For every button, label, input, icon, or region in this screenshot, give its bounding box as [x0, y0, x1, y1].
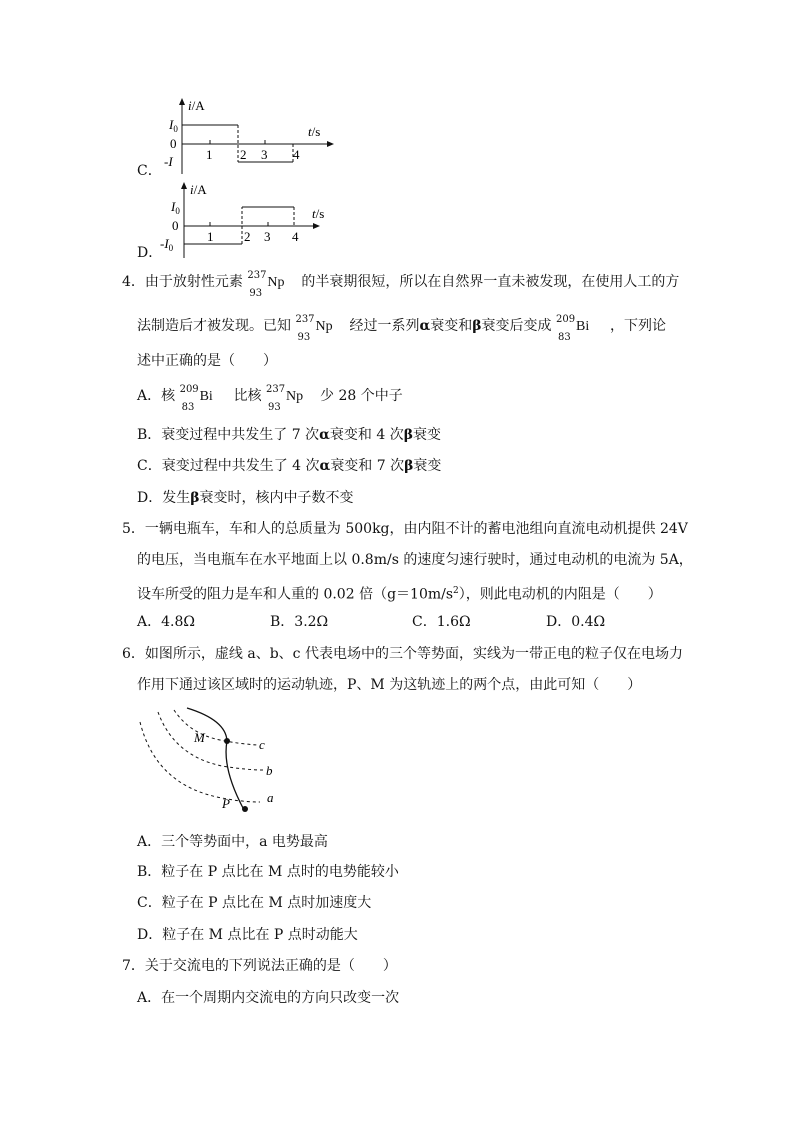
tick-label-3: 3: [261, 147, 268, 162]
q4-option-b: B．衰变过程中共发生了 7 次α衰变和 4 次β衰变: [137, 427, 441, 443]
equipotential-c: [174, 710, 258, 745]
tick-label-1: 1: [207, 229, 214, 244]
tick-label-2: 2: [244, 229, 251, 244]
q6-option-a: A．三个等势面中，a 电势最高: [137, 834, 328, 850]
nuclide-bi: 209 83 Bi: [179, 384, 213, 413]
label-a: a: [267, 790, 274, 805]
nuclide-np: 237 93 Np: [247, 270, 285, 299]
q6-option-b: B．粒子在 P 点比在 M 点时的电势能较小: [137, 864, 399, 880]
y-arrow-icon: [181, 182, 187, 189]
nuclide-np: 237 93 Np: [266, 384, 304, 413]
equipotential-b: [158, 712, 264, 770]
tick-label-2: 2: [240, 147, 247, 162]
x-axis-label: t/s: [308, 124, 321, 139]
point-m: [224, 738, 230, 744]
y-zero-label: 0: [172, 218, 179, 233]
graph-option-d: [160, 178, 340, 262]
x-arrow-icon: [313, 223, 320, 229]
y-neg-label: $-I_0$: [160, 236, 174, 253]
y-top-label: $I_0$: [171, 199, 180, 216]
particle-trajectory: [187, 708, 243, 808]
q5-option-d: D．0.4Ω: [546, 614, 606, 630]
q4-line-1: 4．由于放射性元素 237 93 Np 的半衰期很短，所以在自然界一直未被发现，在使用人工的方: [122, 270, 680, 299]
q4-option-c: C．衰变过程中共发生了 4 次α衰变和 7 次β衰变: [137, 458, 442, 474]
label-p: P: [222, 796, 230, 811]
q5-line-3: 设车所受的阻力是车和人重的 0.02 倍$(g=10m/s^2)$，则此电动机的内阻是（ ）: [137, 586, 662, 603]
q4-option-a: A．核 209 83 Bi 比核 237 93 Np 少 28 个中子: [137, 384, 403, 413]
tick-label-4: 4: [293, 147, 300, 162]
x-axis-label: t/s: [312, 206, 325, 221]
y-axis-label: i/A: [190, 182, 207, 197]
q7-line-1: 7．关于交流电的下列说法正确的是（ ）: [122, 958, 397, 974]
graph-option-c: [160, 96, 340, 178]
q6-line-1: 6．如图所示，虚线 a、b、c 代表电场中的三个等势面，实线为一带正电的粒子仅在电场力: [122, 646, 683, 662]
point-p: [242, 806, 248, 812]
q6-line-2: 作用下通过该区域时的运动轨迹，P、M 为这轨迹上的两个点，由此可知（ ）: [137, 677, 642, 693]
q4-option-d: D．发生β衰变时，核内中子数不变: [137, 490, 354, 506]
q5-option-a: A．4.8Ω: [137, 614, 195, 630]
q4-line-2: 法制造后才被发现。已知 237 93 Np 经过一系列α衰变和β衰变后变成 209 83 Bi ，下列论: [137, 314, 666, 343]
tick-label-3: 3: [264, 229, 271, 244]
tick-label-4: 4: [292, 229, 299, 244]
y-arrow-icon: [179, 98, 185, 105]
equipotential-figure: [130, 700, 290, 820]
option-c-label: C．: [137, 163, 162, 179]
nuclide-np: 237 93 Np: [295, 314, 333, 343]
option-d-label: D．: [137, 245, 163, 261]
label-c: c: [259, 737, 265, 752]
y-top-label: $I_0$: [169, 117, 178, 134]
q7-option-a: A．在一个周期内交流电的方向只改变一次: [137, 990, 400, 1006]
q5-option-b: B．3.2Ω: [270, 614, 329, 630]
y-axis-label: i/A: [188, 98, 205, 113]
q6-option-d: D．粒子在 M 点比在 P 点时动能大: [137, 927, 358, 943]
q4-line-3: 述中正确的是（ ）: [137, 353, 277, 369]
label-b: b: [266, 763, 273, 778]
q5-line-1: 5．一辆电瓶车，车和人的总质量为 500kg，由内阻不计的蓄电池组向直流电动机提供 24V: [122, 521, 688, 537]
y-neg-label: -I: [164, 154, 173, 169]
q6-option-c: C．粒子在 P 点比在 M 点时加速度大: [137, 895, 372, 911]
q5-option-c: C．1.6Ω: [412, 614, 471, 630]
x-arrow-icon: [327, 141, 334, 147]
label-m: M: [194, 730, 205, 745]
q5-line-2: 的电压，当电瓶车在水平地面上以 0.8m/s 的速度匀速行驶时，通过电动机的电流为 5A，: [137, 552, 693, 568]
y-zero-label: 0: [170, 136, 177, 151]
tick-label-1: 1: [206, 147, 213, 162]
nuclide-bi: 209 83 Bi: [555, 314, 590, 343]
